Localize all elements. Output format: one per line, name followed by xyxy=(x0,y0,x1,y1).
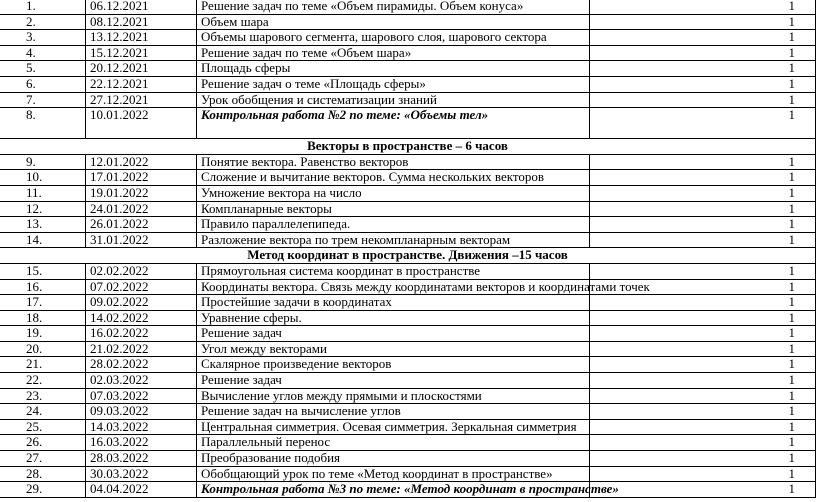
lesson-date: 07.03.2022 xyxy=(86,388,197,404)
lesson-hours: 1 xyxy=(590,341,816,357)
lesson-hours: 1 xyxy=(590,232,816,248)
lesson-date: 15.12.2021 xyxy=(86,45,197,61)
lesson-hours: 1 xyxy=(590,357,816,373)
lesson-hours: 1 xyxy=(590,61,816,77)
lesson-row xyxy=(0,30,816,46)
lesson-hours: 1 xyxy=(590,295,816,311)
lesson-date: 09.02.2022 xyxy=(86,295,197,311)
lesson-row xyxy=(0,61,816,77)
lesson-hours: 1 xyxy=(590,388,816,404)
lesson-date: 02.03.2022 xyxy=(86,373,197,389)
lesson-date: 30.03.2022 xyxy=(86,466,197,482)
lesson-row xyxy=(0,341,816,357)
lesson-row xyxy=(0,310,816,326)
lesson-date: 28.02.2022 xyxy=(86,357,197,373)
lesson-row xyxy=(0,76,816,92)
lesson-hours: 1 xyxy=(590,310,816,326)
lesson-topic: Решение задач по теме «Объем шара» xyxy=(197,45,590,61)
section-title: Метод координат в пространстве. Движения –15 часов xyxy=(0,248,816,264)
lesson-number: 27. xyxy=(0,451,86,467)
lesson-topic: Контрольная работа №2 по теме: «Объемы тел» xyxy=(197,108,590,139)
lesson-hours: 1 xyxy=(590,0,816,14)
lesson-date: 21.02.2022 xyxy=(86,341,197,357)
lesson-hours: 1 xyxy=(590,466,816,482)
lesson-date: 02.02.2022 xyxy=(86,263,197,279)
lesson-topic: Простейшие задачи в координатах xyxy=(197,295,590,311)
lesson-date: 20.12.2021 xyxy=(86,61,197,77)
lesson-number: 23. xyxy=(0,388,86,404)
lesson-row xyxy=(0,404,816,420)
lesson-hours: 1 xyxy=(590,373,816,389)
lesson-date: 16.03.2022 xyxy=(86,435,197,451)
lesson-topic: Координаты вектора. Связь между координатами векторов и координатами точек xyxy=(197,279,590,295)
lesson-topic: Разложение вектора по трем некомпланарным векторам xyxy=(197,232,590,248)
lesson-topic: Угол между векторами xyxy=(197,341,590,357)
lesson-topic: Контрольная работа №3 по теме: «Метод координат в пространстве» xyxy=(197,482,590,498)
lesson-topic: Умножение вектора на число xyxy=(197,185,590,201)
lesson-topic: Урок обобщения и систематизации знаний xyxy=(197,92,590,108)
lesson-number: 12. xyxy=(0,201,86,217)
lesson-number: 2. xyxy=(0,14,86,30)
lesson-date: 31.01.2022 xyxy=(86,232,197,248)
lesson-topic: Решение задач xyxy=(197,373,590,389)
lesson-number: 25. xyxy=(0,419,86,435)
lesson-row xyxy=(0,14,816,30)
lesson-row xyxy=(0,232,816,248)
lesson-topic: Центральная симметрия. Осевая симметрия. Зеркальная симметрия xyxy=(197,419,590,435)
lesson-topic: Скалярное произведение векторов xyxy=(197,357,590,373)
lesson-number: 19. xyxy=(0,326,86,342)
lesson-row xyxy=(0,217,816,233)
lesson-topic: Решение задач по теме «Объем пирамиды. Объем конуса» xyxy=(197,0,590,14)
lesson-row xyxy=(0,45,816,61)
lesson-hours: 1 xyxy=(590,263,816,279)
lesson-hours: 1 xyxy=(590,451,816,467)
lesson-date: 08.12.2021 xyxy=(86,14,197,30)
lesson-row xyxy=(0,0,816,14)
lesson-hours: 1 xyxy=(590,30,816,46)
lesson-row xyxy=(0,326,816,342)
lesson-number: 15. xyxy=(0,263,86,279)
lesson-topic: Сложение и вычитание векторов. Сумма нескольких векторов xyxy=(197,170,590,186)
lesson-row xyxy=(0,373,816,389)
lesson-row xyxy=(0,263,816,279)
lesson-row xyxy=(0,435,816,451)
lesson-number: 24. xyxy=(0,404,86,420)
lesson-row xyxy=(0,295,816,311)
lesson-topic: Преобразование подобия xyxy=(197,451,590,467)
lesson-number: 9. xyxy=(0,154,86,170)
lesson-topic: Уравнение сферы. xyxy=(197,310,590,326)
lesson-topic: Правило параллелепипеда. xyxy=(197,217,590,233)
lesson-hours: 1 xyxy=(590,92,816,108)
lesson-row xyxy=(0,388,816,404)
lesson-row xyxy=(0,357,816,373)
section-header-row xyxy=(0,139,816,155)
lesson-row xyxy=(0,154,816,170)
lesson-number: 13. xyxy=(0,217,86,233)
lesson-row xyxy=(0,482,816,498)
lesson-row xyxy=(0,466,816,482)
lesson-number: 11. xyxy=(0,185,86,201)
lesson-hours: 1 xyxy=(590,154,816,170)
lesson-date: 04.04.2022 xyxy=(86,482,197,498)
lesson-topic: Обобщающий урок по теме «Метод координат в пространстве» xyxy=(197,466,590,482)
lesson-topic: Решение задач на вычисление углов xyxy=(197,404,590,420)
lesson-topic: Компланарные векторы xyxy=(197,201,590,217)
lesson-date: 14.03.2022 xyxy=(86,419,197,435)
lesson-hours: 1 xyxy=(590,326,816,342)
lesson-row xyxy=(0,279,816,295)
lesson-date: 24.01.2022 xyxy=(86,201,197,217)
lesson-row xyxy=(0,170,816,186)
lesson-topic: Объем шара xyxy=(197,14,590,30)
lesson-number: 6. xyxy=(0,76,86,92)
lesson-hours: 1 xyxy=(590,419,816,435)
lesson-topic: Решение задач о теме «Площадь сферы» xyxy=(197,76,590,92)
lesson-topic: Площадь сферы xyxy=(197,61,590,77)
lesson-date: 06.12.2021 xyxy=(86,0,197,14)
lesson-row xyxy=(0,185,816,201)
lesson-number: 20. xyxy=(0,341,86,357)
lesson-row xyxy=(0,451,816,467)
lesson-topic: Объемы шарового сегмента, шарового слоя, шарового сектора xyxy=(197,30,590,46)
lesson-number: 1. xyxy=(0,0,86,14)
lesson-date: 12.01.2022 xyxy=(86,154,197,170)
lesson-date: 09.03.2022 xyxy=(86,404,197,420)
lesson-hours: 1 xyxy=(590,76,816,92)
lesson-date: 27.12.2021 xyxy=(86,92,197,108)
lesson-row xyxy=(0,419,816,435)
lesson-date: 28.03.2022 xyxy=(86,451,197,467)
lesson-number: 14. xyxy=(0,232,86,248)
lesson-hours: 1 xyxy=(590,404,816,420)
lesson-hours: 1 xyxy=(590,185,816,201)
lesson-hours: 1 xyxy=(590,108,816,139)
lesson-row xyxy=(0,108,816,139)
section-header-row xyxy=(0,248,816,264)
lesson-date: 10.01.2022 xyxy=(86,108,197,139)
lesson-hours: 1 xyxy=(590,279,816,295)
lesson-row xyxy=(0,92,816,108)
lesson-date: 16.02.2022 xyxy=(86,326,197,342)
lesson-date: 17.01.2022 xyxy=(86,170,197,186)
lesson-date: 22.12.2021 xyxy=(86,76,197,92)
lesson-hours: 1 xyxy=(590,435,816,451)
section-title: Векторы в пространстве – 6 часов xyxy=(0,139,816,155)
lesson-number: 3. xyxy=(0,30,86,46)
lesson-topic: Решение задач xyxy=(197,326,590,342)
lesson-number: 22. xyxy=(0,373,86,389)
lesson-number: 10. xyxy=(0,170,86,186)
lesson-number: 5. xyxy=(0,61,86,77)
lesson-topic: Прямоугольная система координат в пространстве xyxy=(197,263,590,279)
lesson-number: 8. xyxy=(0,108,86,139)
lesson-hours: 1 xyxy=(590,14,816,30)
lesson-topic: Понятие вектора. Равенство векторов xyxy=(197,154,590,170)
lesson-hours: 1 xyxy=(590,45,816,61)
lesson-number: 17. xyxy=(0,295,86,311)
lesson-date: 13.12.2021 xyxy=(86,30,197,46)
lesson-date: 14.02.2022 xyxy=(86,310,197,326)
lesson-number: 16. xyxy=(0,279,86,295)
lesson-number: 26. xyxy=(0,435,86,451)
lesson-hours: 1 xyxy=(590,170,816,186)
lesson-row xyxy=(0,201,816,217)
lesson-topic: Вычисление углов между прямыми и плоскостями xyxy=(197,388,590,404)
lesson-date: 07.02.2022 xyxy=(86,279,197,295)
lesson-number: 28. xyxy=(0,466,86,482)
lesson-number: 29. xyxy=(0,482,86,498)
lesson-hours: 1 xyxy=(590,482,816,498)
lesson-number: 18. xyxy=(0,310,86,326)
lesson-date: 19.01.2022 xyxy=(86,185,197,201)
lesson-number: 7. xyxy=(0,92,86,108)
lesson-topic: Параллельный перенос xyxy=(197,435,590,451)
lesson-number: 21. xyxy=(0,357,86,373)
lesson-number: 4. xyxy=(0,45,86,61)
lesson-hours: 1 xyxy=(590,201,816,217)
lesson-date: 26.01.2022 xyxy=(86,217,197,233)
lesson-hours: 1 xyxy=(590,217,816,233)
